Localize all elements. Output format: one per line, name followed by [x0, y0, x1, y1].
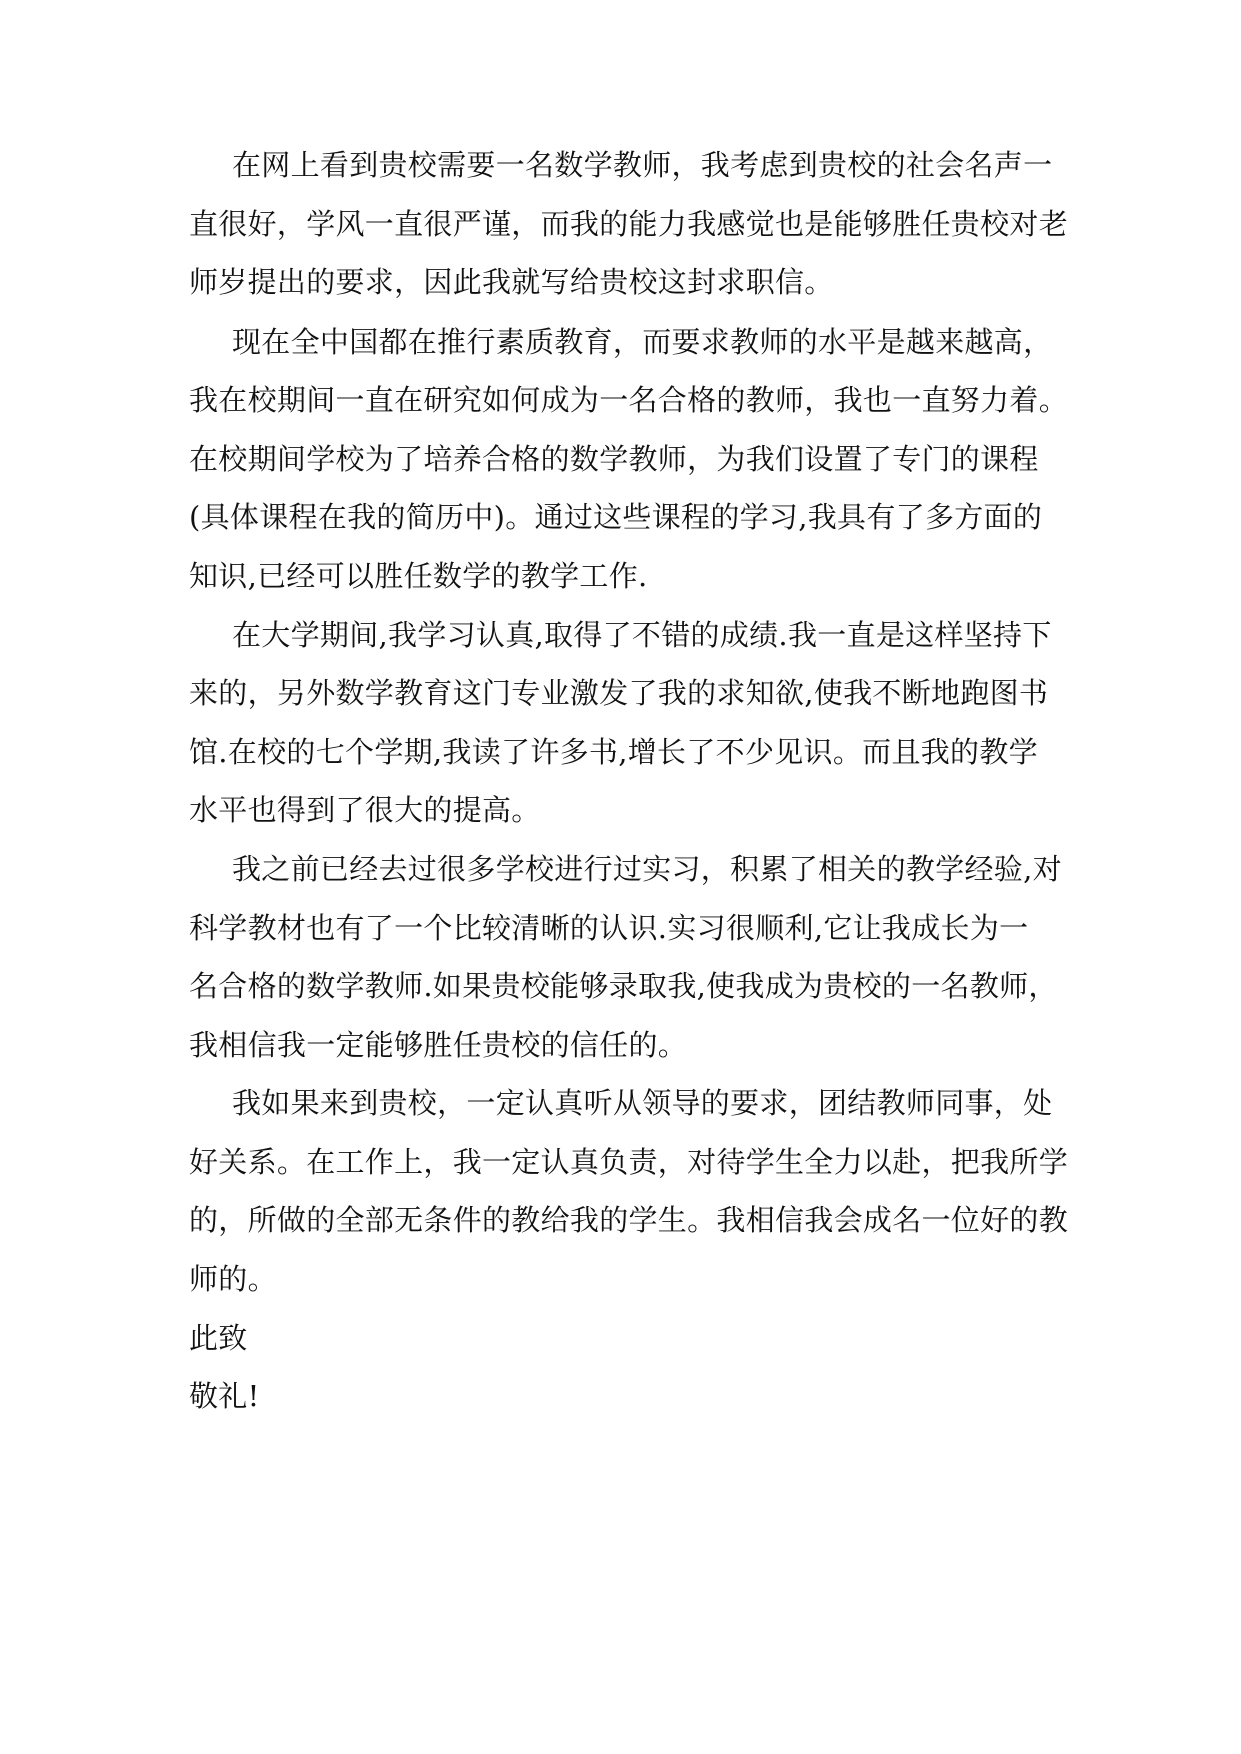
letter-line: 师的。 — [189, 1262, 277, 1296]
letter-line: 水平也得到了很大的提高。 — [189, 793, 541, 827]
letter-line: 我如果来到贵校，一定认真听从领导的要求，团结教师同事，处 — [232, 1086, 1053, 1120]
letter-line: 科学教材也有了一个比较清晰的认识.实习很顺利,它让我成长为一 — [189, 911, 1029, 945]
letter-line: 好关系。在工作上，我一定认真负责，对待学生全力以赴，把我所学 — [189, 1145, 1069, 1179]
letter-line: (具体课程在我的简历中)。通过这些课程的学习,我具有了多方面的 — [189, 500, 1043, 534]
letter-line: 知识,已经可以胜任数学的教学工作. — [189, 559, 648, 593]
letter-line: 名合格的数学教师.如果贵校能够录取我,使我成为贵校的一名教师， — [189, 969, 1058, 1003]
letter-line: 我之前已经去过很多学校进行过实习，积累了相关的教学经验,对 — [232, 852, 1062, 886]
letter-line: 直很好，学风一直很严谨，而我的能力我感觉也是能够胜任贵校对老 — [189, 207, 1069, 241]
letter-line: 来的，另外数学教育这门专业激发了我的求知欲,使我不断地跑图书 — [189, 676, 1049, 710]
letter-line: 现在全中国都在推行素质教育，而要求教师的水平是越来越高， — [232, 325, 1053, 359]
letter-line: 我在校期间一直在研究如何成为一名合格的教师，我也一直努力着。 — [189, 383, 1069, 417]
closing-salutation: 此致 — [189, 1321, 248, 1355]
letter-line: 师岁提出的要求，因此我就写给贵校这封求职信。 — [189, 265, 834, 299]
letter-line: 我相信我一定能够胜任贵校的信任的。 — [189, 1028, 688, 1062]
letter-line: 在网上看到贵校需要一名数学教师，我考虑到贵校的社会名声一 — [232, 148, 1053, 182]
letter-line: 的，所做的全部无条件的教给我的学生。我相信我会成名一位好的教 — [189, 1203, 1069, 1237]
letter-line: 在校期间学校为了培养合格的数学教师，为我们设置了专门的课程 — [189, 442, 1039, 476]
letter-line: 馆.在校的七个学期,我读了许多书,增长了不少见识。而且我的教学 — [189, 735, 1038, 769]
closing-regards: 敬礼! — [189, 1379, 260, 1413]
letter-line: 在大学期间,我学习认真,取得了不错的成绩.我一直是这样坚持下 — [232, 618, 1052, 652]
